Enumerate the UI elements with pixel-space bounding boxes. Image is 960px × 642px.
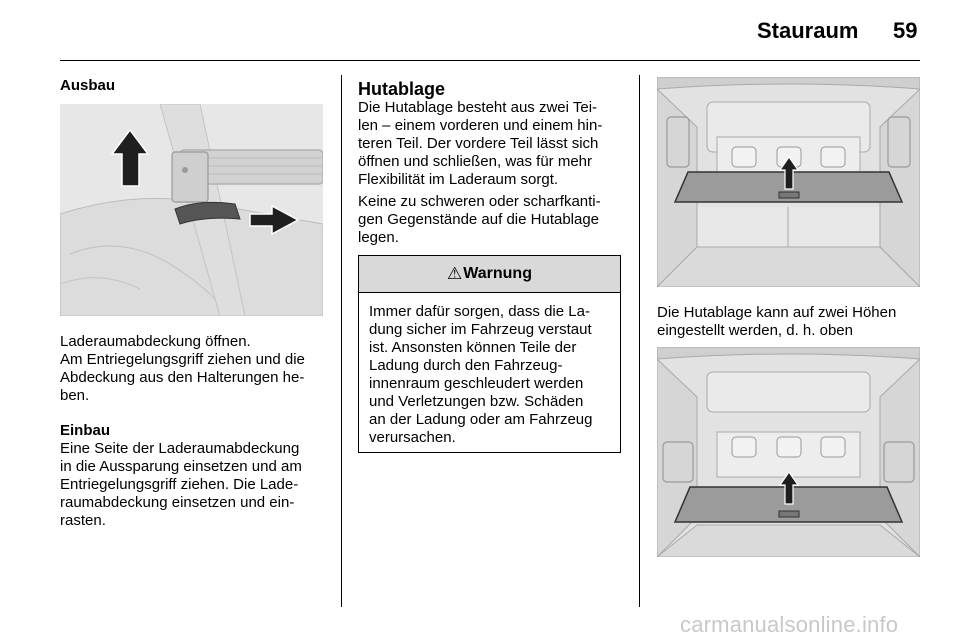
text-line: Die Hutablage besteht aus zwei Tei- — [358, 99, 598, 116]
text-line: Immer dafür sorgen, dass die La- — [369, 303, 590, 320]
text-line: rasten. — [60, 512, 106, 529]
illustration-parcel-shelf-lower — [657, 347, 920, 557]
text-line: len – einem vorderen und einem hin- — [358, 117, 603, 134]
text-line: raumabdeckung einsetzen und ein- — [60, 494, 295, 511]
text-line: Keine zu schweren oder scharfkanti- — [358, 193, 601, 210]
subheading-einbau: Einbau — [60, 422, 111, 439]
text-line: öffnen und schließen, was für mehr — [358, 153, 593, 170]
illustration-parcel-shelf-upper — [657, 77, 920, 287]
subheading-ausbau: Ausbau — [60, 77, 116, 94]
text-line: legen. — [358, 229, 399, 246]
text-line: ist. Ansonsten können Teile der — [369, 339, 577, 356]
text-line: ben. — [60, 387, 90, 404]
text-line: Ladung durch den Fahrzeug- — [369, 357, 563, 374]
text-line: Die Hutablage kann auf zwei Höhen — [657, 304, 897, 321]
warning-title: Warnung — [463, 265, 532, 282]
text-line: Eine Seite der Laderaumabdeckung — [60, 440, 300, 457]
text-line: verursachen. — [369, 429, 456, 446]
paragraph-open-cover: Laderaumabdeckung öffnen. — [60, 333, 251, 350]
page-header-title: Stauraum — [757, 18, 859, 43]
section-heading-hutablage: Hutablage — [358, 79, 446, 99]
column-divider-right — [639, 75, 640, 607]
text-line: in die Aussparung einsetzen und am — [60, 458, 302, 475]
paragraph-release-handle — [60, 351, 330, 405]
text-line: Entriegelungsgriff ziehen. Die Lade- — [60, 476, 299, 493]
watermark: carmanualsonline.info — [680, 612, 899, 637]
text-line: eingestellt werden, d. h. oben — [657, 322, 853, 339]
paragraph-load-warning — [358, 193, 628, 247]
text-line: teren Teil. Der vordere Teil lässt sich — [358, 135, 599, 152]
warning-triangle-icon: ⚠ — [447, 264, 463, 283]
caption-shelf-heights — [657, 304, 927, 340]
text-line: und Verletzungen bzw. Schäden — [369, 393, 584, 410]
text-line: dung sicher im Fahrzeug verstaut — [369, 321, 592, 338]
paragraph-hutablage-intro — [358, 99, 628, 189]
paragraph-installation — [60, 440, 330, 530]
text-line: Abdeckung aus den Halterungen he- — [60, 369, 305, 386]
warning-body — [359, 293, 620, 447]
text-line: Am Entriegelungsgriff ziehen und die — [60, 351, 305, 368]
text-line: gen Gegenstände auf die Hutablage — [358, 211, 600, 228]
warning-header — [359, 256, 620, 293]
header-divider — [60, 60, 920, 61]
text-line: Flexibilität im Laderaum sorgt. — [358, 171, 559, 188]
page-number: 59 — [893, 18, 918, 43]
text-line: an der Ladung oder am Fahrzeug — [369, 411, 593, 428]
illustration-cover-removal — [60, 104, 323, 316]
column-divider-left — [341, 75, 342, 607]
warning-box — [358, 255, 621, 453]
text-line: innenraum geschleudert werden — [369, 375, 584, 392]
